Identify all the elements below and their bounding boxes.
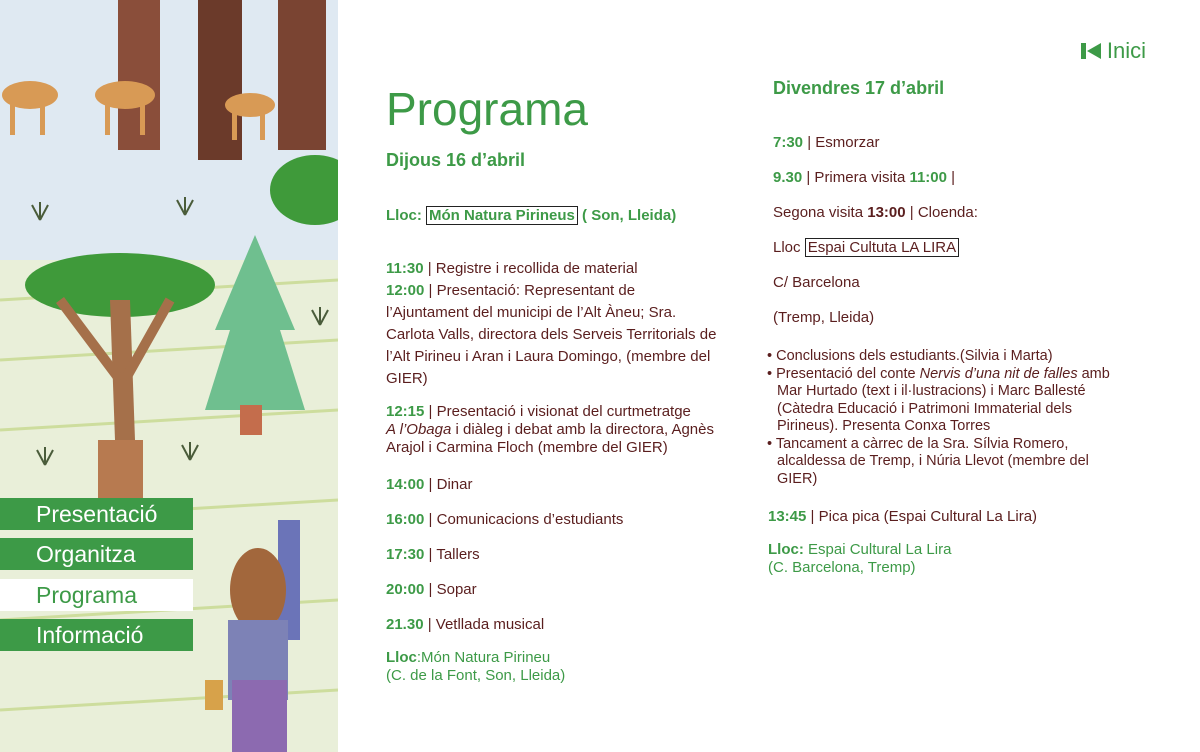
item-time: 21.30: [386, 616, 424, 633]
schedule-item: [773, 167, 1118, 189]
day1-lloc-label: Lloc:: [386, 207, 422, 224]
nav-informacio[interactable]: Informació: [0, 619, 193, 651]
day1-lloc-rest: ( Son, Lleida): [577, 207, 677, 224]
item-text: Lloc: [773, 239, 805, 256]
bullet-italic: Nervis d’una nit de falles: [919, 365, 1078, 382]
schedule-item: [386, 258, 718, 280]
schedule-item: [386, 280, 718, 390]
schedule-item: [386, 579, 718, 601]
home-link[interactable]: [1081, 38, 1146, 64]
bullet-text: Tancament a càrrec de la Sra. Sílvia Romero, alcaldessa de Tremp, i Núria Llevot (membre del GIER): [775, 435, 1089, 487]
list-item: • Presentació del conte Nervis d’una nit de falles amb Mar Hurtado (text i il·lustracions) i Marc Ballesté (Càtedra Educació i Patrimoni Immaterial dels Pirineus). Presenta Conxa Torres: [767, 365, 1110, 434]
item-time: 11:30: [386, 260, 424, 277]
day2-schedule: [773, 132, 1118, 341]
item-text: | Presentació: Representant de l’Ajuntament del municipi de l’Alt Àneu; Sra. Carlota Valls, directora dels Serveis Territorials de l’Alt Pirineu i Aran i Laura Domingo, (membre del GIER): [386, 282, 717, 387]
footer-line2: (C. de la Font, Son, Lleida): [386, 667, 566, 684]
item-text: | Dinar: [424, 476, 473, 493]
day2-heading: Divendres 17 d’abril: [773, 78, 945, 98]
footer-label: Lloc: [386, 649, 417, 666]
schedule-item: [773, 237, 1118, 259]
day2-footer: [768, 541, 951, 577]
item-time: 20:00: [386, 581, 425, 598]
item-time: 7:30: [773, 134, 804, 151]
home-label: Inici: [1106, 38, 1146, 63]
item-text: | Primera visita: [802, 169, 910, 186]
nav-presentacio[interactable]: Presentació: [0, 498, 193, 530]
item-text: | Registre i recollida de material: [423, 260, 638, 277]
day1-heading: Dijous 16 d’abril: [386, 150, 526, 170]
schedule-item: [386, 403, 718, 457]
item-time: 17:30: [386, 546, 425, 563]
footer-line1: Espai Cultural La Lira: [803, 541, 952, 558]
item-italic: A l’Obaga: [386, 421, 452, 438]
schedule-item: [386, 509, 718, 531]
day1-footer: [386, 649, 718, 685]
nav-programa[interactable]: Programa: [0, 579, 193, 611]
item-time: 12:00: [386, 282, 425, 299]
bullet-text: Presentació del conte: [776, 365, 920, 382]
schedule-item: (Tremp, Lleida): [773, 309, 875, 326]
page-title: Programa: [386, 83, 588, 135]
item-text2: |: [947, 169, 956, 186]
nav-organitza[interactable]: Organitza: [0, 538, 193, 570]
schedule-item: [773, 202, 1118, 224]
list-item: • Tancament a càrrec de la Sra. Sílvia Romero, alcaldessa de Tremp, i Núria Llevot (membre del GIER): [767, 435, 1089, 487]
schedule-item: [386, 544, 718, 566]
item-time2: 11:00: [909, 169, 947, 186]
schedule-item: [386, 614, 718, 636]
day1-lloc-link[interactable]: Món Natura Pirineus: [426, 206, 578, 225]
item-time: 13:45: [768, 508, 807, 525]
day1-schedule: [386, 258, 718, 685]
item-text: | Esmorzar: [803, 134, 880, 151]
item-text: | Vetllada musical: [423, 616, 545, 633]
item-time: 12:15: [386, 403, 425, 420]
bullet-text: Conclusions dels estudiants.(Silvia i Marta): [776, 348, 1053, 364]
schedule-item: [773, 132, 1118, 154]
list-item: • Conclusions dels estudiants.(Silvia i Marta): [767, 348, 1053, 364]
item-text2: | Cloenda:: [905, 204, 978, 221]
item-text: | Presentació i visionat del curtmetratge: [424, 403, 691, 420]
item-time: 16:00: [386, 511, 425, 528]
item-text: | Pica pica (Espai Cultural La Lira): [806, 508, 1038, 525]
item-text2: i diàleg i debat amb la directora, Agnès Arajol i Carmina Floch (membre del GIER): [386, 421, 714, 456]
item-time: 9.30: [773, 169, 803, 186]
footer-line2: (C. Barcelona, Tremp): [768, 559, 916, 576]
schedule-item: [768, 506, 1037, 528]
item-text: Segona visita: [773, 204, 868, 221]
footer-line1: :Món Natura Pirineu: [416, 649, 551, 666]
item-text: | Comunicacions d’estudiants: [424, 511, 624, 528]
day1-location: [386, 205, 716, 227]
schedule-item: C/ Barcelona: [773, 274, 860, 291]
item-text: | Tallers: [424, 546, 480, 563]
schedule-item: [386, 474, 718, 496]
bullet-post: amb Mar Hurtado (text i il·lustracions) i Marc Ballesté (Càtedra Educació i Patrimoni Immaterial dels Pirineus). Presenta Conxa Torres: [777, 365, 1110, 434]
item-text: | Sopar: [424, 581, 477, 598]
skip-back-icon: [1081, 42, 1101, 60]
item-time: 13:00: [867, 204, 906, 221]
day2-bullets: [767, 348, 1112, 488]
venue-link[interactable]: Espai Cultuta LA LIRA: [805, 238, 959, 257]
item-time: 14:00: [386, 476, 425, 493]
footer-label: Lloc:: [768, 541, 804, 558]
